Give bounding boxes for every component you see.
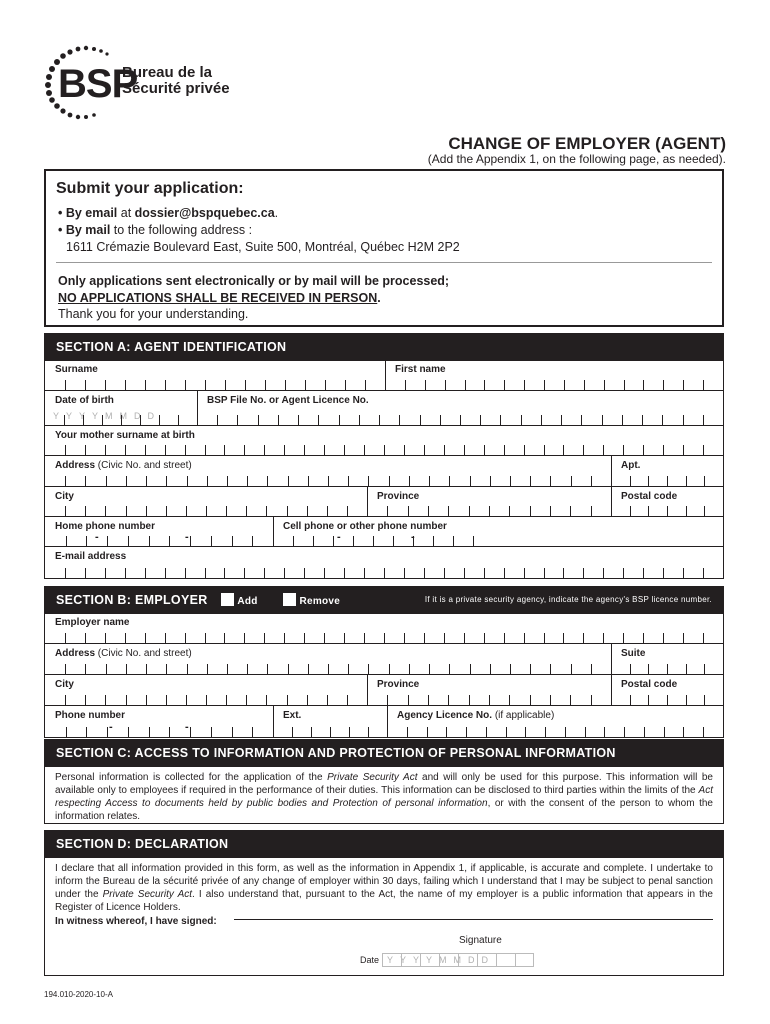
date-label: Date [360,955,380,965]
surname-row [45,361,723,391]
section-d-header: SECTION D: DECLARATION [44,830,724,858]
employer-phone-field[interactable] [45,723,273,737]
phone-row: Home phone number - - Cell phone or other phone number - - [45,517,723,547]
file-no-field[interactable] [197,411,723,425]
submit-thanks: Thank you for your understanding. [58,307,249,321]
section-b-form [44,614,724,738]
employer-postal-label: Postal code [621,679,678,690]
agency-licence-field[interactable] [387,723,723,737]
dob-field[interactable] [45,411,197,425]
city-field[interactable] [45,502,367,516]
form-code: 194.010-2020-10-A [44,990,113,999]
mother-surname-label: Your mother surname at birth [55,430,195,441]
employer-province-field[interactable] [367,691,611,705]
logo-line1: Bureau de la [122,64,213,81]
address-field[interactable] [45,472,611,486]
postal-code-label: Postal code [621,491,678,502]
cell-phone-field[interactable] [273,532,493,546]
home-phone-field[interactable] [45,532,273,546]
employer-address-field[interactable] [45,660,611,674]
employer-name-label: Employer name [55,617,130,628]
page-subtitle: (Add the Appendix 1, on the following page, as needed). [427,152,726,166]
section-d-block [44,858,724,976]
remove-checkbox[interactable] [283,593,296,606]
employer-phone-label: Phone number [55,710,126,721]
surname-field[interactable] [45,376,385,390]
submit-email-line: • By email at dossier@bspquebec.ca. [58,206,279,220]
agency-licence-label: Agency Licence No. (if applicable) [397,710,555,721]
file-no-label: BSP File No. or Agent Licence No. [207,395,369,406]
ext-field[interactable] [273,723,387,737]
add-label: Add [237,596,258,607]
ext-label: Ext. [283,710,302,721]
submit-email-link[interactable]: dossier@bspquebec.ca [134,206,275,220]
signature-label: Signature [459,935,502,946]
submit-mail-line: • By mail to the following address : [58,223,253,237]
section-a-header: SECTION A: AGENT IDENTIFICATION [44,333,724,361]
remove-label: Remove [299,596,341,607]
date-field[interactable] [382,953,534,967]
submit-heading: Submit your application: [56,180,244,197]
signature-field[interactable] [234,919,713,920]
postal-code-field[interactable] [611,502,723,516]
suite-label: Suite [621,648,646,659]
section-b-header: SECTION B: EMPLOYER Add Remove If it is a private security agency, indicate the agency's BSP licence number. [44,586,724,614]
suite-field[interactable] [611,660,723,674]
section-c-text: Personal information is collected for the application of the Private Security Act and will only be used for this purpose. This information will be available only to employees if required in the performance of their duties. This information can be disclosed to third parties within the limits of the Act respecting Access to documents held by public bodies and Protection of personal information, or with the consent of the person to whom the information relates. [44,767,724,824]
email-row [45,547,723,579]
page-title: CHANGE OF EMPLOYER (AGENT) [448,134,726,153]
bsp-logo [40,42,240,122]
email-label: E-mail address [55,551,127,562]
employer-name-field[interactable] [45,629,723,643]
email-field[interactable] [45,564,723,578]
logo-line2: Sécurité privée [122,80,230,97]
add-checkbox[interactable] [221,593,234,606]
employer-province-label: Province [377,679,420,690]
employer-city-row [45,675,723,706]
first-name-label: First name [395,364,446,375]
section-b-note: If it is a private security agency, indicate the agency's BSP licence number. [424,595,712,604]
dob-label: Date of birth [55,395,114,406]
city-row [45,487,723,517]
mother-surname-row [45,426,723,456]
date-ticks [382,953,534,967]
submit-instructions-box [44,169,724,327]
apt-label: Apt. [621,460,641,471]
employer-phone-row: Phone number - - Ext. Agency Licence No. (if applicable) [45,706,723,738]
first-name-field[interactable] [385,376,723,390]
cell-phone-label: Cell phone or other phone number [283,521,447,532]
submit-notice: Only applications sent electronically or by mail will be processed; [58,274,450,288]
submit-address: 1611 Crémazie Boulevard East, Suite 500, Montréal, Québec H2M 2P2 [66,240,460,254]
mother-surname-field[interactable] [45,441,723,455]
dob-hint: YYYYMMDD [53,411,162,421]
employer-address-row [45,644,723,675]
dob-row [45,391,723,426]
home-phone-label: Home phone number [55,521,156,532]
employer-address-label: Address (Civic No. and street) [55,648,192,659]
declaration-text: I declare that all information provided in this form, as well as the information in Appendix 1, if applicable, is accurate and complete. I undertake to inform the Bureau de la sécurité privée of any change of employer within 30 days, failing which I understand that I may be subject to penal sanction under the Private Security Act. I also understand that, pursuant to the Act, the name of my employer is a public information that appears in the Register of Licence Holders. [55,863,713,913]
section-c-header: SECTION C: ACCESS TO INFORMATION AND PROTECTION OF PERSONAL INFORMATION [44,739,724,767]
divider [56,262,712,263]
section-a-form [44,361,724,579]
employer-city-field[interactable] [45,691,367,705]
date-hint: YYYYMMDD [387,955,496,965]
address-row [45,456,723,487]
city-label: City [55,491,74,502]
province-field[interactable] [367,502,611,516]
logo-acronym: BSP [58,62,138,106]
surname-label: Surname [55,364,98,375]
employer-name-row [45,614,723,644]
witness-label: In witness whereof, I have signed: [55,916,217,927]
province-label: Province [377,491,420,502]
address-label: Address (Civic No. and street) [55,460,192,471]
employer-postal-field[interactable] [611,691,723,705]
employer-city-label: City [55,679,74,690]
apt-field[interactable] [611,472,723,486]
submit-notice-in-person: NO APPLICATIONS SHALL BE RECEIVED IN PERSON. [58,291,381,305]
